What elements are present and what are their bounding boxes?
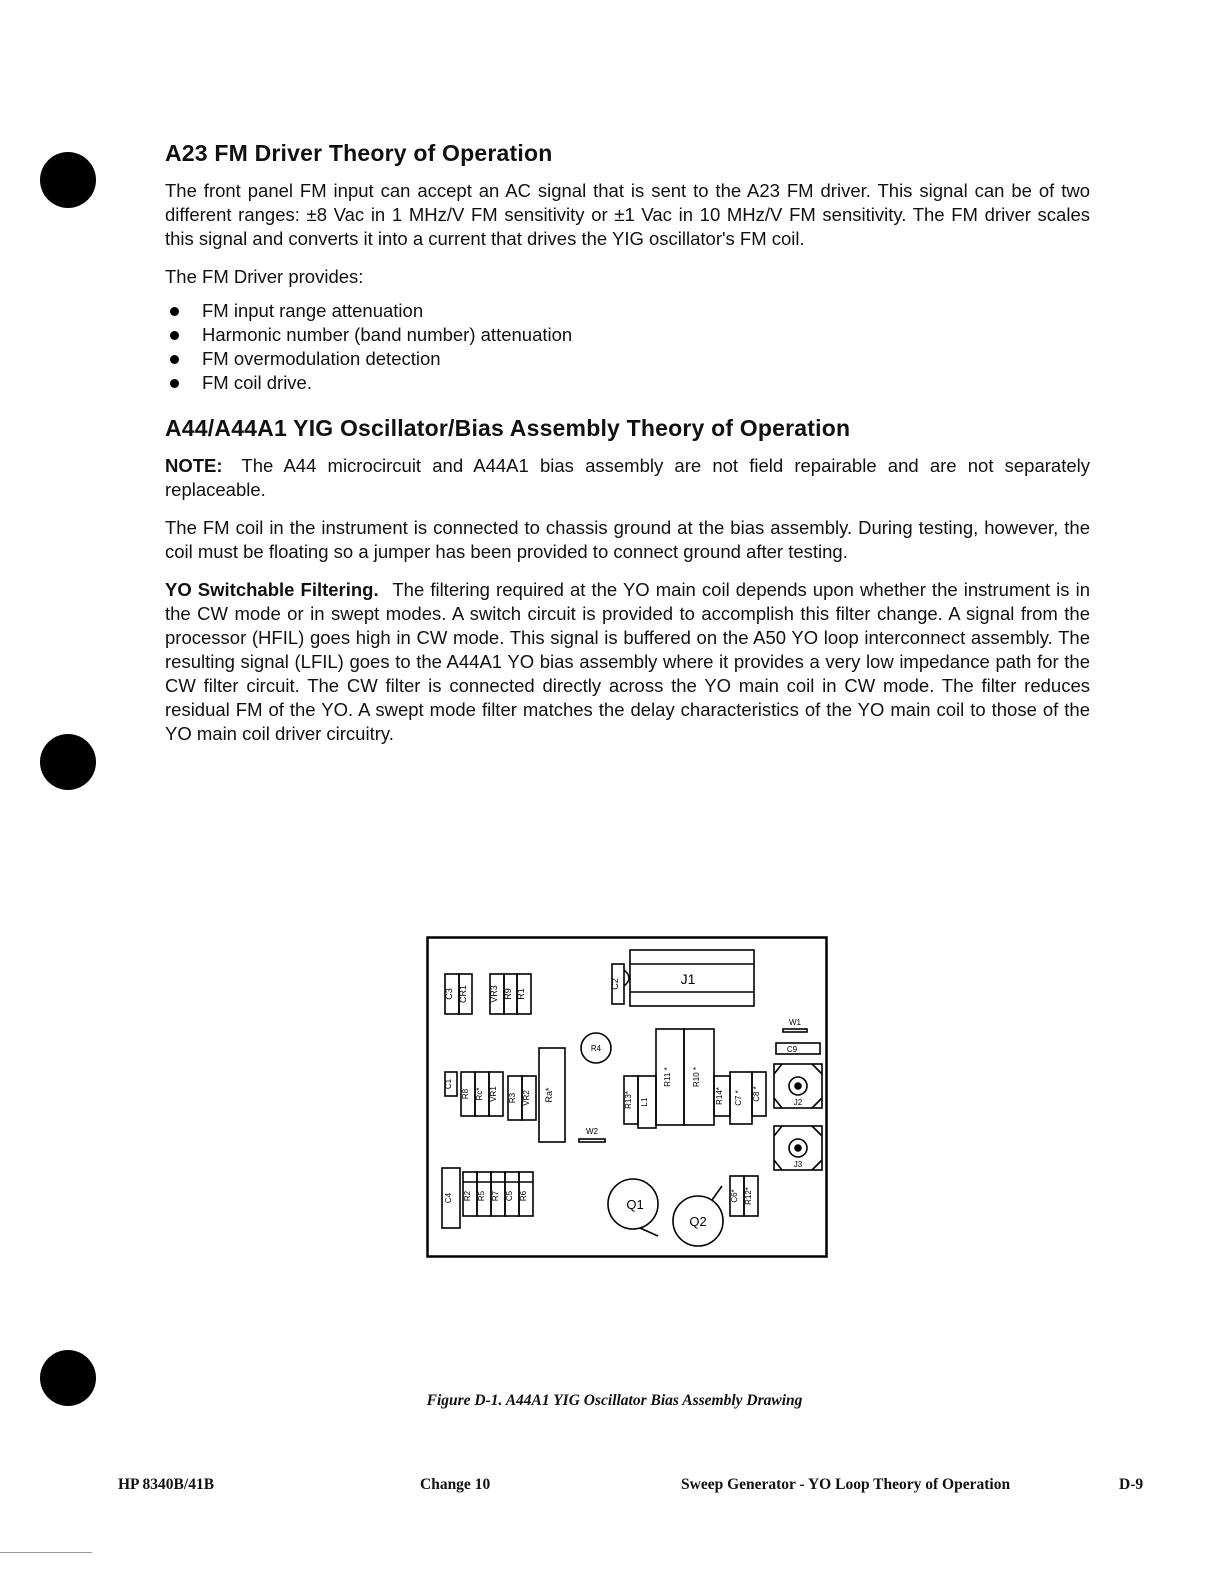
svg-text:Ra*: Ra* [544,1087,554,1103]
part-w1 [783,1018,807,1032]
svg-text:R14*: R14* [715,1087,724,1105]
part-r8-rc-vr1 [461,1072,503,1116]
footer-model: HP 8340B/41B [118,1476,215,1493]
svg-text:W1: W1 [789,1018,801,1027]
svg-text:J1: J1 [680,971,696,987]
part-j3 [774,1126,822,1170]
part-c9 [776,1043,820,1054]
svg-text:Q2: Q2 [689,1214,707,1229]
svg-text:R2: R2 [463,1190,472,1202]
a44-paragraph-1: The FM coil in the instrument is connected to chassis ground at the bias assembly. During testing, however, the coil must be floating so a jumper has been provided to connect ground after testing. [165,517,1090,562]
section-heading-a23: A23 FM Driver Theory of Operation [165,140,553,166]
part-c6-r12 [730,1176,758,1216]
svg-text:L1: L1 [640,1097,649,1107]
binder-hole-middle [40,734,96,790]
svg-text:C6*: C6* [730,1189,739,1203]
svg-text:C9: C9 [786,1045,798,1054]
svg-text:R8: R8 [461,1088,470,1100]
part-vr3-r9-r1 [489,974,531,1014]
footer-section: Sweep Generator - YO Loop Theory of Operation [681,1476,1011,1493]
svg-text:C4: C4 [444,1192,453,1204]
svg-text:R1: R1 [516,988,526,1000]
list-item: Harmonic number (band number) attenuation [165,323,1090,347]
part-r14-c7-c8 [714,1072,766,1124]
part-r11-r10 [656,1029,714,1125]
svg-text:VR2: VR2 [522,1090,531,1106]
part-q2 [673,1186,723,1246]
svg-text:C5: C5 [505,1190,514,1202]
svg-text:J3: J3 [793,1160,803,1169]
page-content [165,140,1090,760]
part-w2 [579,1127,605,1142]
part-c1 [444,1072,457,1096]
part-r3-vr2 [508,1076,536,1120]
svg-text:R9: R9 [503,988,513,1000]
part-j2 [774,1064,822,1108]
filtering-text: The filtering required at the YO main coil depends upon whether the instrument is in the CW mode or in swept modes. A switch circuit is provided to accomplish this filter change. A signal from the processor (HFIL) goes high in CW mode. This signal is buffered on the A50 YO loop interconnect assembly. The resulting signal (LFIL) goes to the A44A1 YO bias assembly where it provides a very low impedance path for the CW filter circuit. The CW filter is connected directly across the YO main coil in CW mode. The filter reduces residual FM of the YO. A swept mode filter matches the delay characteristics of the YO main coil to those of the YO main coil driver circuitry. [165,579,1090,744]
a44-paragraph-2 [165,578,1090,746]
part-j1 [624,950,754,1006]
a23-paragraph-1: The front panel FM input can accept an AC signal that is sent to the A23 FM driver. This signal can be of two different ranges: ±8 Vac in 1 MHz/V FM sensitivity or ±1 Vac in 10 MHz/V FM sensitivity. The FM driver scales this signal and converts it into a current that drives the YIG oscillator's FM coil. [165,180,1090,249]
svg-text:R10 *: R10 * [692,1066,701,1088]
part-q1 [608,1179,658,1236]
footer-page-number: D-9 [1119,1476,1144,1493]
a23-paragraph-2: The FM Driver provides: [165,266,364,287]
svg-text:R5: R5 [477,1190,486,1202]
section-heading-a44: A44/A44A1 YIG Oscillator/Bias Assembly Theory of Operation [165,415,851,441]
bottom-rule [0,1552,92,1553]
assembly-drawing [426,936,828,1258]
svg-text:J2: J2 [793,1098,803,1107]
footer-change: Change 10 [420,1476,491,1493]
part-c3-cr1 [444,974,472,1014]
svg-text:Rc*: Rc* [475,1087,484,1101]
figure-caption: Figure D-1. A44A1 YIG Oscillator Bias Assembly Drawing [426,1392,803,1409]
svg-text:C7 *: C7 * [734,1090,743,1106]
list-item: FM overmodulation detection [165,347,1090,371]
part-r4 [581,1033,611,1063]
svg-text:W2: W2 [586,1127,598,1136]
note-label: NOTE: [165,455,223,476]
part-ra [539,1048,565,1142]
svg-text:C8 *: C8 * [752,1086,761,1102]
svg-text:R13*: R13* [624,1091,633,1109]
part-r13-l1 [624,1076,656,1128]
svg-text:R7: R7 [491,1190,500,1202]
part-c4 [442,1168,460,1228]
fm-driver-list [165,299,1090,395]
note-text: The A44 microcircuit and A44A1 bias assembly are not field repairable and are not separately replaceable. [165,455,1090,500]
binder-hole-top [40,152,96,208]
list-item: FM coil drive. [165,371,1090,395]
svg-text:R6: R6 [519,1190,528,1202]
svg-text:C3: C3 [444,988,454,1000]
note-paragraph [165,454,1090,502]
part-r2-r5-r7-c5-r6 [463,1172,533,1216]
part-c2 [610,964,624,1004]
svg-text:Q1: Q1 [626,1197,644,1212]
svg-text:R12*: R12* [744,1187,753,1205]
svg-text:R3: R3 [508,1092,517,1104]
svg-text:CR1: CR1 [458,984,468,1004]
svg-text:R11 *: R11 * [663,1067,672,1087]
svg-text:C1: C1 [444,1078,453,1090]
svg-text:R4: R4 [590,1044,602,1053]
svg-text:VR3: VR3 [489,985,499,1003]
filtering-label: YO Switchable Filtering. [165,579,379,600]
list-item: FM input range attenuation [165,299,1090,323]
svg-text:VR1: VR1 [489,1086,498,1102]
svg-text:C2: C2 [610,978,620,990]
